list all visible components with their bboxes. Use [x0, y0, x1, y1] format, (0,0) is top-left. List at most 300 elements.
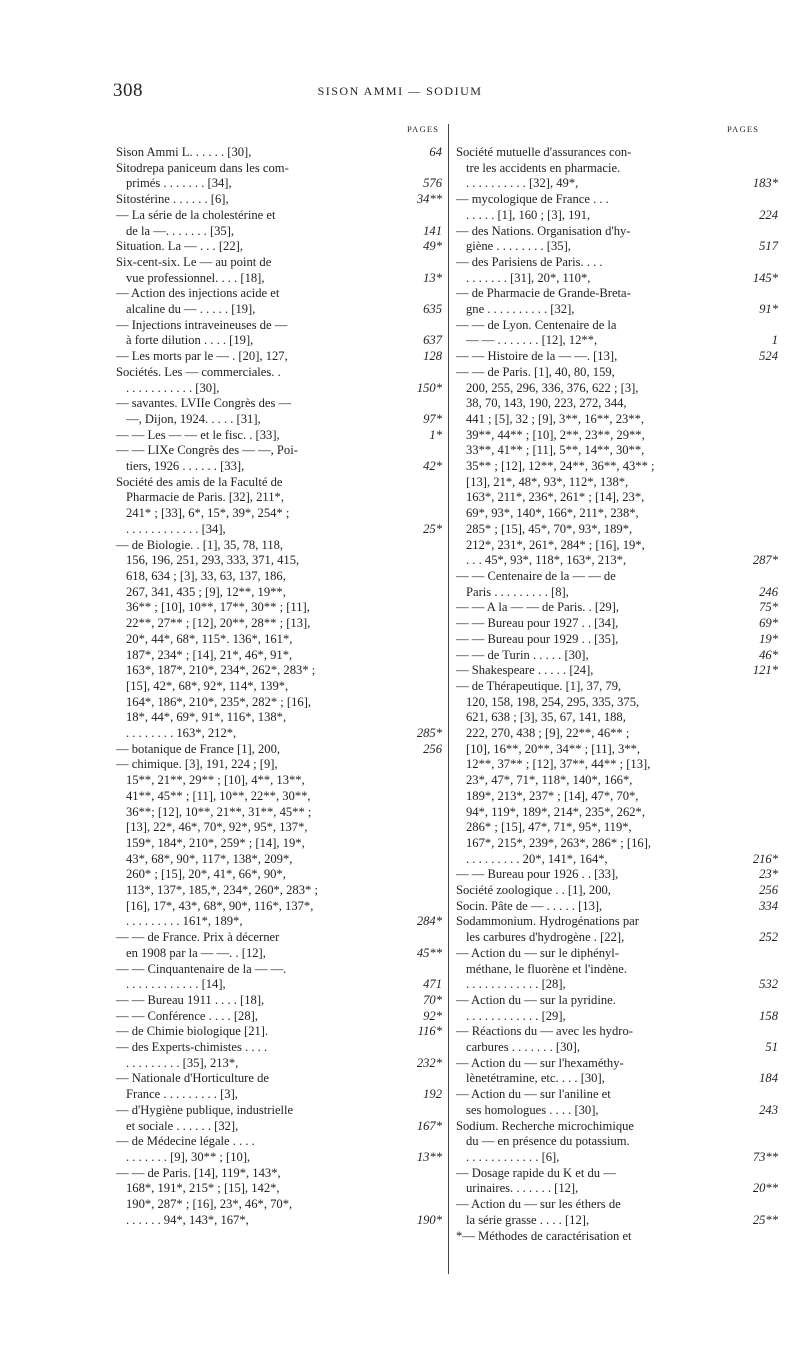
index-entry-text: — Action des injections acide et	[116, 286, 280, 301]
index-entry-line	[456, 538, 778, 554]
index-entry-line	[456, 459, 778, 475]
index-entry-text: 163*, 211*, 236*, 261* ; [14], 23*,	[466, 490, 645, 505]
index-entry-line	[116, 977, 442, 993]
index-entry-text: . . . 45*, 93*, 118*, 163*, 213*,	[466, 553, 627, 568]
index-entry-text: 621, 638 ; [3], 35, 67, 141, 188,	[466, 710, 626, 725]
index-entry-line	[456, 428, 778, 444]
index-entry-text: méthane, le fluorène et l'indène.	[466, 961, 628, 976]
page-number: 308	[113, 80, 143, 101]
index-entry-text: — de Chimie biologique [21].	[116, 1024, 269, 1039]
index-entry-line	[116, 271, 442, 287]
index-entry-text: 113*, 137*, 185,*, 234*, 260*, 283* ;	[126, 883, 318, 898]
index-entry-page: 19*	[759, 631, 778, 646]
index-entry-line	[456, 914, 778, 930]
index-entry-line	[116, 585, 442, 601]
index-entry-page: 116*	[417, 1024, 442, 1039]
index-entry-line	[116, 286, 442, 302]
index-entry-line	[456, 1040, 778, 1056]
index-entry-text: — de Pharmacie de Grande-Breta-	[456, 286, 631, 301]
index-entry-line	[456, 600, 778, 616]
index-entry-page: 64	[429, 145, 442, 159]
index-entry-page: 517	[759, 239, 778, 254]
index-entry-line	[456, 1056, 778, 1072]
index-entry-text: — — Bureau pour 1926 . . [33],	[456, 867, 619, 882]
index-entry-line	[456, 1166, 778, 1182]
index-entry-line	[116, 302, 442, 318]
index-entry-text: 285* ; [15], 45*, 70*, 93*, 189*,	[466, 521, 633, 536]
index-entry-text: 94*, 119*, 189*, 214*, 235*, 262*,	[466, 804, 645, 819]
index-entry-line	[116, 553, 442, 569]
index-entry-page: 232*	[416, 1055, 442, 1070]
index-entry-line	[456, 962, 778, 978]
index-entry-line	[456, 899, 778, 915]
index-entry-text: alcaline du — . . . . . [19],	[126, 302, 256, 317]
index-entry-page: 75*	[759, 600, 778, 615]
index-entry-line	[116, 867, 442, 883]
index-entry-line	[456, 224, 778, 240]
index-entry-text: carbures . . . . . . . [30],	[466, 1040, 581, 1055]
index-entry-text: — botanique de France [1], 200,	[116, 741, 281, 756]
index-entry-page: 287*	[752, 553, 778, 568]
index-entry-text: tiers, 1926 . . . . . . [33],	[126, 459, 245, 474]
index-entry-line	[116, 742, 442, 758]
index-entry-line	[116, 679, 442, 695]
index-entry-page: 284*	[416, 914, 442, 929]
index-entry-page: 256	[423, 741, 442, 756]
index-entry-line	[456, 616, 778, 632]
index-entry-text: — — de France. Prix à décerner	[116, 930, 280, 945]
index-entry-text: 241* ; [33], 6*, 15*, 39*, 254* ;	[126, 506, 290, 521]
index-entry-text: . . . . . . 94*, 143*, 167*,	[126, 1212, 249, 1227]
index-entry-line	[456, 867, 778, 883]
index-entry-line	[116, 1040, 442, 1056]
index-entry-text: . . . . . . . . . . . . [6],	[466, 1150, 560, 1164]
index-entry-line	[116, 962, 442, 978]
index-entry-line	[456, 1009, 778, 1025]
index-entry-text: — Dosage rapide du K et du —	[456, 1165, 616, 1180]
index-entry-text: — Action du — sur l'aniline et	[456, 1087, 611, 1102]
index-entry-page: 45**	[416, 945, 442, 960]
index-entry-text: — d'Hygiène publique, industrielle	[116, 1102, 294, 1117]
index-entry-line	[116, 161, 442, 177]
index-entry-line	[116, 632, 442, 648]
index-entry-line	[116, 1134, 442, 1150]
right-index-column	[456, 145, 778, 1244]
index-entry-page: 23*	[759, 867, 778, 882]
index-entry-line	[456, 255, 778, 271]
index-entry-text: — Action du — sur les éthers de	[456, 1197, 621, 1212]
index-entry-line	[456, 271, 778, 287]
index-entry-line	[116, 145, 442, 161]
index-entry-page: 13*	[423, 270, 442, 285]
index-entry-text: 18*, 44*, 69*, 91*, 116*, 138*,	[126, 710, 287, 725]
index-entry-text: . . . . . . . . . . . [30],	[126, 380, 220, 395]
index-entry-page: 471	[423, 977, 442, 992]
index-entry-line	[116, 1119, 442, 1135]
index-entry-text: 35** ; [12], 12**, 24**, 36**, 43** ;	[466, 459, 655, 474]
index-entry-text: vue professionnel. . . . [18],	[126, 270, 265, 285]
index-entry-page: 256	[759, 883, 778, 898]
index-entry-line	[116, 1166, 442, 1182]
index-entry-text: [16], 17*, 43*, 68*, 90*, 116*, 137*,	[126, 898, 314, 913]
index-entry-text: 33**, 41** ; [11], 5**, 14**, 30**,	[466, 443, 645, 458]
index-entry-line	[116, 695, 442, 711]
index-entry-text: 120, 158, 198, 254, 295, 335, 375,	[466, 694, 640, 709]
index-entry-text: Pharmacie de Paris. [32], 211*,	[126, 490, 284, 505]
index-entry-text: —, Dijon, 1924. . . . . [31],	[126, 411, 261, 426]
index-entry-line	[456, 679, 778, 695]
index-entry-line	[456, 318, 778, 334]
index-entry-text: . . . . . . . . . . . . [28],	[466, 977, 566, 992]
index-entry-text: gne . . . . . . . . . . [32],	[466, 302, 575, 317]
index-entry-line	[456, 1119, 778, 1135]
index-entry-line	[456, 1024, 778, 1040]
index-entry-line	[116, 914, 442, 930]
index-entry-page: 246	[759, 584, 778, 599]
index-entry-page: 91*	[759, 302, 778, 317]
index-entry-text: 22**, 27** ; [12], 20**, 28** ; [13],	[126, 616, 311, 631]
index-entry-text: — Nationale d'Horticulture de	[116, 1071, 269, 1086]
index-entry-text: 441 ; [5], 32 ; [9], 3**, 16**, 23**,	[466, 411, 645, 426]
index-entry-page: 141	[423, 223, 442, 238]
index-entry-text: — Action du — sur l'hexaméthy-	[456, 1055, 624, 1070]
index-entry-text: Sison Ammi L. . . . . . [30],	[116, 145, 252, 159]
index-entry-text: et sociale . . . . . . [32],	[126, 1118, 239, 1133]
index-entry-line	[456, 286, 778, 302]
index-entry-line	[116, 1009, 442, 1025]
index-entry-line	[456, 396, 778, 412]
left-index-column	[116, 145, 442, 1229]
index-entry-text: — des Experts-chimistes . . . .	[116, 1040, 268, 1055]
index-entry-text: — mycologique de France . . .	[456, 192, 609, 207]
index-entry-text: — — Bureau 1911 . . . . [18],	[116, 992, 265, 1007]
left-column-pages-heading: PAGES	[407, 124, 440, 134]
index-entry-text: 618, 634 ; [3], 33, 63, 137, 186,	[126, 568, 286, 583]
index-entry-line	[456, 663, 778, 679]
index-entry-text: Sodammonium. Hydrogénations par	[456, 914, 639, 929]
index-entry-text: Société mutuelle d'assurances con-	[456, 145, 632, 159]
index-entry-text: — — Les — — et le fisc. . [33],	[116, 427, 280, 442]
index-entry-text: 222, 270, 438 ; [9], 22**, 46** ;	[466, 726, 630, 741]
index-entry-text: Société des amis de la Faculté de	[116, 474, 283, 489]
index-entry-text: 200, 255, 296, 336, 376, 622 ; [3],	[466, 380, 639, 395]
index-entry-text: [13], 21*, 48*, 93*, 112*, 138*,	[466, 474, 629, 489]
index-entry-line	[456, 757, 778, 773]
index-entry-line	[456, 789, 778, 805]
index-entry-text: — — Histoire de la — —. [13],	[456, 349, 618, 364]
index-entry-line	[116, 1103, 442, 1119]
index-entry-text: 267, 341, 435 ; [9], 12**, 19**,	[126, 584, 286, 599]
index-entry-line	[456, 977, 778, 993]
index-entry-line	[456, 569, 778, 585]
index-entry-line	[116, 1181, 442, 1197]
index-entry-text: urinaires. . . . . . . [12],	[466, 1181, 579, 1196]
index-entry-line	[116, 208, 442, 224]
index-entry-line	[456, 1071, 778, 1087]
index-entry-text: — — de Paris. [1], 40, 80, 159,	[456, 364, 615, 379]
index-entry-text: — Réactions du — avec les hydro-	[456, 1024, 633, 1039]
index-entry-line	[116, 993, 442, 1009]
index-entry-page: 576	[423, 176, 442, 191]
index-entry-text: . . . . . . . . . [35], 213*,	[126, 1055, 239, 1070]
index-entry-line	[456, 773, 778, 789]
index-entry-text: — Les morts par le — . [20], 127,	[116, 349, 288, 364]
index-entry-page: 46*	[759, 647, 778, 662]
index-entry-line	[116, 506, 442, 522]
index-entry-text: ses homologues . . . . [30],	[466, 1102, 599, 1117]
index-entry-text: 163*, 187*, 210*, 234*, 262*, 283* ;	[126, 663, 316, 678]
index-entry-text: 41**, 45** ; [11], 10**, 22**, 30**,	[126, 788, 311, 803]
index-entry-line	[116, 883, 442, 899]
index-entry-line	[456, 145, 778, 161]
index-entry-line	[456, 1229, 778, 1245]
index-entry-text: — de Médecine légale . . . .	[116, 1134, 255, 1149]
index-entry-line	[116, 349, 442, 365]
index-entry-text: . . . . . . . . . . . . [34],	[126, 521, 226, 536]
right-column-pages-heading: PAGES	[727, 124, 760, 134]
index-entry-line	[456, 365, 778, 381]
index-entry-text: Sociétés. Les — commerciales. .	[116, 364, 281, 379]
index-entry-text: 36** ; [10], 10**, 17**, 30** ; [11],	[126, 600, 310, 615]
index-entry-text: 69*, 93*, 140*, 166*, 211*, 238*,	[466, 506, 639, 521]
index-entry-text: . . . . . . . [31], 20*, 110*,	[466, 270, 591, 285]
index-entry-page: 121*	[752, 663, 778, 678]
index-entry-text: France . . . . . . . . . [3],	[126, 1087, 238, 1102]
index-entry-page: 183*	[752, 176, 778, 191]
index-entry-line	[116, 930, 442, 946]
index-entry-text: . . . . . . . . . . . . [14],	[126, 977, 226, 992]
index-entry-line	[456, 632, 778, 648]
index-entry-text: . . . . . [1], 160 ; [3], 191,	[466, 207, 591, 222]
index-entry-text: primés . . . . . . . [34],	[126, 176, 232, 191]
index-entry-line	[116, 1071, 442, 1087]
index-entry-text: de la —. . . . . . . [35],	[126, 223, 235, 238]
index-entry-page: 92*	[423, 1008, 442, 1023]
index-entry-text: — — Bureau pour 1927 . . [34],	[456, 616, 619, 631]
index-entry-text: — — Conférence . . . . [28],	[116, 1008, 258, 1023]
index-entry-text: 164*, 186*, 210*, 235*, 282* ; [16],	[126, 694, 312, 709]
index-entry-page: 158	[759, 1008, 778, 1023]
index-entry-text: 187*, 234* ; [14], 21*, 46*, 91*,	[126, 647, 293, 662]
index-entry-text: Sitostérine . . . . . . [6],	[116, 192, 229, 207]
index-entry-line	[456, 176, 778, 192]
index-entry-page: 34**	[416, 192, 442, 207]
index-entry-text: . . . . . . . [9], 30** ; [10],	[126, 1150, 251, 1164]
index-entry-text: Paris . . . . . . . . . [8],	[466, 584, 569, 599]
index-entry-line	[456, 695, 778, 711]
index-entry-page: 49*	[423, 239, 442, 254]
index-entry-text: — — Centenaire de la — — de	[456, 568, 616, 583]
index-entry-line	[116, 663, 442, 679]
index-entry-line	[456, 239, 778, 255]
index-entry-page: 128	[423, 349, 442, 364]
index-entry-page: 252	[759, 930, 778, 945]
index-entry-text: 36**; [12], 10**, 21**, 31**, 45** ;	[126, 804, 312, 819]
index-entry-text: — Action du — sur le diphényl-	[456, 945, 619, 960]
index-entry-line	[456, 302, 778, 318]
index-entry-line	[116, 396, 442, 412]
index-entry-line	[116, 412, 442, 428]
index-entry-text: giène . . . . . . . . [35],	[466, 239, 571, 254]
index-entry-line	[116, 365, 442, 381]
index-entry-page: 25*	[423, 521, 442, 536]
index-entry-line	[456, 161, 778, 177]
index-entry-line	[116, 459, 442, 475]
index-entry-line	[116, 538, 442, 554]
index-entry-page: 13**	[416, 1150, 442, 1164]
index-entry-line	[116, 710, 442, 726]
index-entry-page: 25**	[752, 1212, 778, 1227]
index-entry-line	[116, 192, 442, 208]
index-entry-text: les carbures d'hydrogène . [22],	[466, 930, 625, 945]
index-entry-text: — savantes. LVIIe Congrès des —	[116, 396, 292, 411]
index-entry-page: 167*	[416, 1118, 442, 1133]
index-entry-page: 532	[759, 977, 778, 992]
index-entry-page: 524	[759, 349, 778, 364]
index-entry-line	[456, 820, 778, 836]
index-entry-text: *— Méthodes de caractérisation et	[456, 1228, 632, 1243]
index-entry-line	[116, 224, 442, 240]
index-entry-text: Six-cent-six. Le — au point de	[116, 254, 272, 269]
index-entry-line	[116, 600, 442, 616]
index-entry-line	[456, 208, 778, 224]
index-entry-text: 39**, 44** ; [10], 2**, 23**, 29**,	[466, 427, 645, 442]
index-entry-page: 243	[759, 1102, 778, 1117]
index-entry-text: 189*, 213*, 237* ; [14], 47*, 70*,	[466, 788, 639, 803]
index-entry-page: 1	[771, 333, 778, 348]
index-entry-line	[116, 820, 442, 836]
index-entry-text: . . . . . . . . . . [32], 49*,	[466, 176, 579, 191]
index-entry-line	[116, 1087, 442, 1103]
index-entry-text: du — en présence du potassium.	[466, 1134, 630, 1149]
index-entry-text: — — Bureau pour 1929 . . [35],	[456, 631, 619, 646]
index-entry-text: — La série de la cholestérine et	[116, 207, 276, 222]
index-entry-text: Socin. Pâte de — . . . . . [13],	[456, 898, 603, 913]
index-entry-text: — — de Turin . . . . . [30],	[456, 647, 589, 662]
index-entry-line	[456, 1197, 778, 1213]
index-entry-line	[456, 883, 778, 899]
index-entry-text: — — . . . . . . . [12], 12**,	[466, 333, 598, 348]
index-entry-text: — — de Lyon. Centenaire de la	[456, 317, 617, 332]
index-entry-text: — — A la — — de Paris. . [29],	[456, 600, 620, 615]
index-entry-line	[456, 710, 778, 726]
index-entry-page: 97*	[423, 411, 442, 426]
index-entry-text: [13], 22*, 46*, 70*, 92*, 95*, 137*,	[126, 820, 308, 835]
index-entry-text: 167*, 215*, 239*, 263*, 286* ; [16],	[466, 835, 652, 850]
index-entry-line	[456, 192, 778, 208]
index-entry-line	[116, 726, 442, 742]
index-entry-page: 70*	[423, 992, 442, 1007]
index-entry-line	[116, 522, 442, 538]
index-entry-line	[456, 852, 778, 868]
index-entry-line	[456, 1103, 778, 1119]
index-entry-line	[456, 333, 778, 349]
index-entry-line	[456, 805, 778, 821]
index-entry-text: lènetétramine, etc. . . . [30],	[466, 1071, 605, 1086]
index-entry-text: Situation. La — . . . [22],	[116, 239, 243, 254]
index-entry-line	[116, 333, 442, 349]
index-entry-line	[456, 1134, 778, 1150]
index-entry-line	[116, 318, 442, 334]
index-entry-text: . . . . . . . . 163*, 212*,	[126, 726, 237, 741]
index-entry-line	[456, 1087, 778, 1103]
index-entry-line	[456, 836, 778, 852]
index-entry-line	[456, 443, 778, 459]
index-entry-line	[116, 381, 442, 397]
index-entry-text: — des Parisiens de Paris. . . .	[456, 254, 603, 269]
index-entry-text: — de Biologie. . [1], 35, 78, 118,	[116, 537, 284, 552]
index-entry-line	[116, 757, 442, 773]
column-divider	[448, 124, 449, 1274]
index-entry-text: — — Cinquantenaire de la — —.	[116, 961, 287, 976]
index-entry-text: 159*, 184*, 210*, 259* ; [14], 19*,	[126, 835, 305, 850]
index-entry-page: 285*	[416, 726, 442, 741]
index-entry-text: en 1908 par la — —. . [12],	[126, 945, 266, 960]
index-entry-page: 1*	[429, 427, 442, 442]
index-entry-line	[456, 742, 778, 758]
index-entry-text: 15**, 21**, 29** ; [10], 4**, 13**,	[126, 773, 305, 788]
index-entry-line	[456, 585, 778, 601]
index-entry-line	[456, 1213, 778, 1229]
index-entry-line	[116, 255, 442, 271]
index-entry-text: 43*, 68*, 90*, 117*, 138*, 209*,	[126, 851, 293, 866]
index-entry-line	[116, 648, 442, 664]
index-entry-line	[456, 930, 778, 946]
index-entry-text: — de Thérapeutique. [1], 37, 79,	[456, 678, 622, 693]
index-entry-line	[456, 506, 778, 522]
index-entry-line	[116, 616, 442, 632]
index-entry-line	[116, 852, 442, 868]
index-entry-page: 42*	[423, 459, 442, 474]
index-entry-text: 286* ; [15], 47*, 71*, 95*, 119*,	[466, 820, 632, 835]
index-entry-text: [15], 42*, 68*, 92*, 114*, 139*,	[126, 678, 289, 693]
index-entry-line	[456, 993, 778, 1009]
index-entry-text: la série grasse . . . . [12],	[466, 1212, 590, 1227]
index-entry-page: 190*	[416, 1212, 442, 1227]
index-entry-page: 637	[423, 333, 442, 348]
index-entry-text: 212*, 231*, 261*, 284* ; [16], 19*,	[466, 537, 645, 552]
index-entry-page: 334	[759, 898, 778, 913]
index-entry-text: — chimique. [3], 191, 224 ; [9],	[116, 757, 278, 772]
index-entry-line	[116, 773, 442, 789]
index-entry-line	[456, 1150, 778, 1166]
running-head: SISON AMMI — SODIUM	[317, 84, 483, 98]
index-entry-page: 51	[765, 1040, 778, 1055]
index-entry-page: 69*	[759, 616, 778, 631]
index-entry-text: — — LIXe Congrès des — —, Poi-	[116, 443, 298, 458]
index-entry-line	[456, 490, 778, 506]
index-entry-line	[116, 789, 442, 805]
index-entry-text: Société zoologique . . [1], 200,	[456, 883, 611, 898]
index-entry-text: 20*, 44*, 68*, 115*. 136*, 161*,	[126, 631, 293, 646]
index-entry-text: 12**, 37** ; [12], 37**, 44** ; [13],	[466, 757, 651, 772]
index-entry-line	[456, 349, 778, 365]
index-entry-line	[456, 946, 778, 962]
index-entry-page: 635	[423, 302, 442, 317]
index-entry-text: . . . . . . . . . 20*, 141*, 164*,	[466, 851, 608, 866]
index-entry-page: 20**	[752, 1181, 778, 1196]
index-entry-line	[116, 1197, 442, 1213]
index-entry-page: 150*	[416, 380, 442, 395]
index-entry-page: 73**	[752, 1150, 778, 1164]
index-entry-line	[116, 428, 442, 444]
index-entry-text: 190*, 287* ; [16], 23*, 46*, 70*,	[126, 1197, 293, 1212]
index-entry-line	[456, 1181, 778, 1197]
index-entry-line	[116, 836, 442, 852]
index-entry-page: 145*	[752, 270, 778, 285]
index-entry-text: [10], 16**, 20**, 34** ; [11], 3**,	[466, 741, 641, 756]
index-entry-page: 224	[759, 207, 778, 222]
